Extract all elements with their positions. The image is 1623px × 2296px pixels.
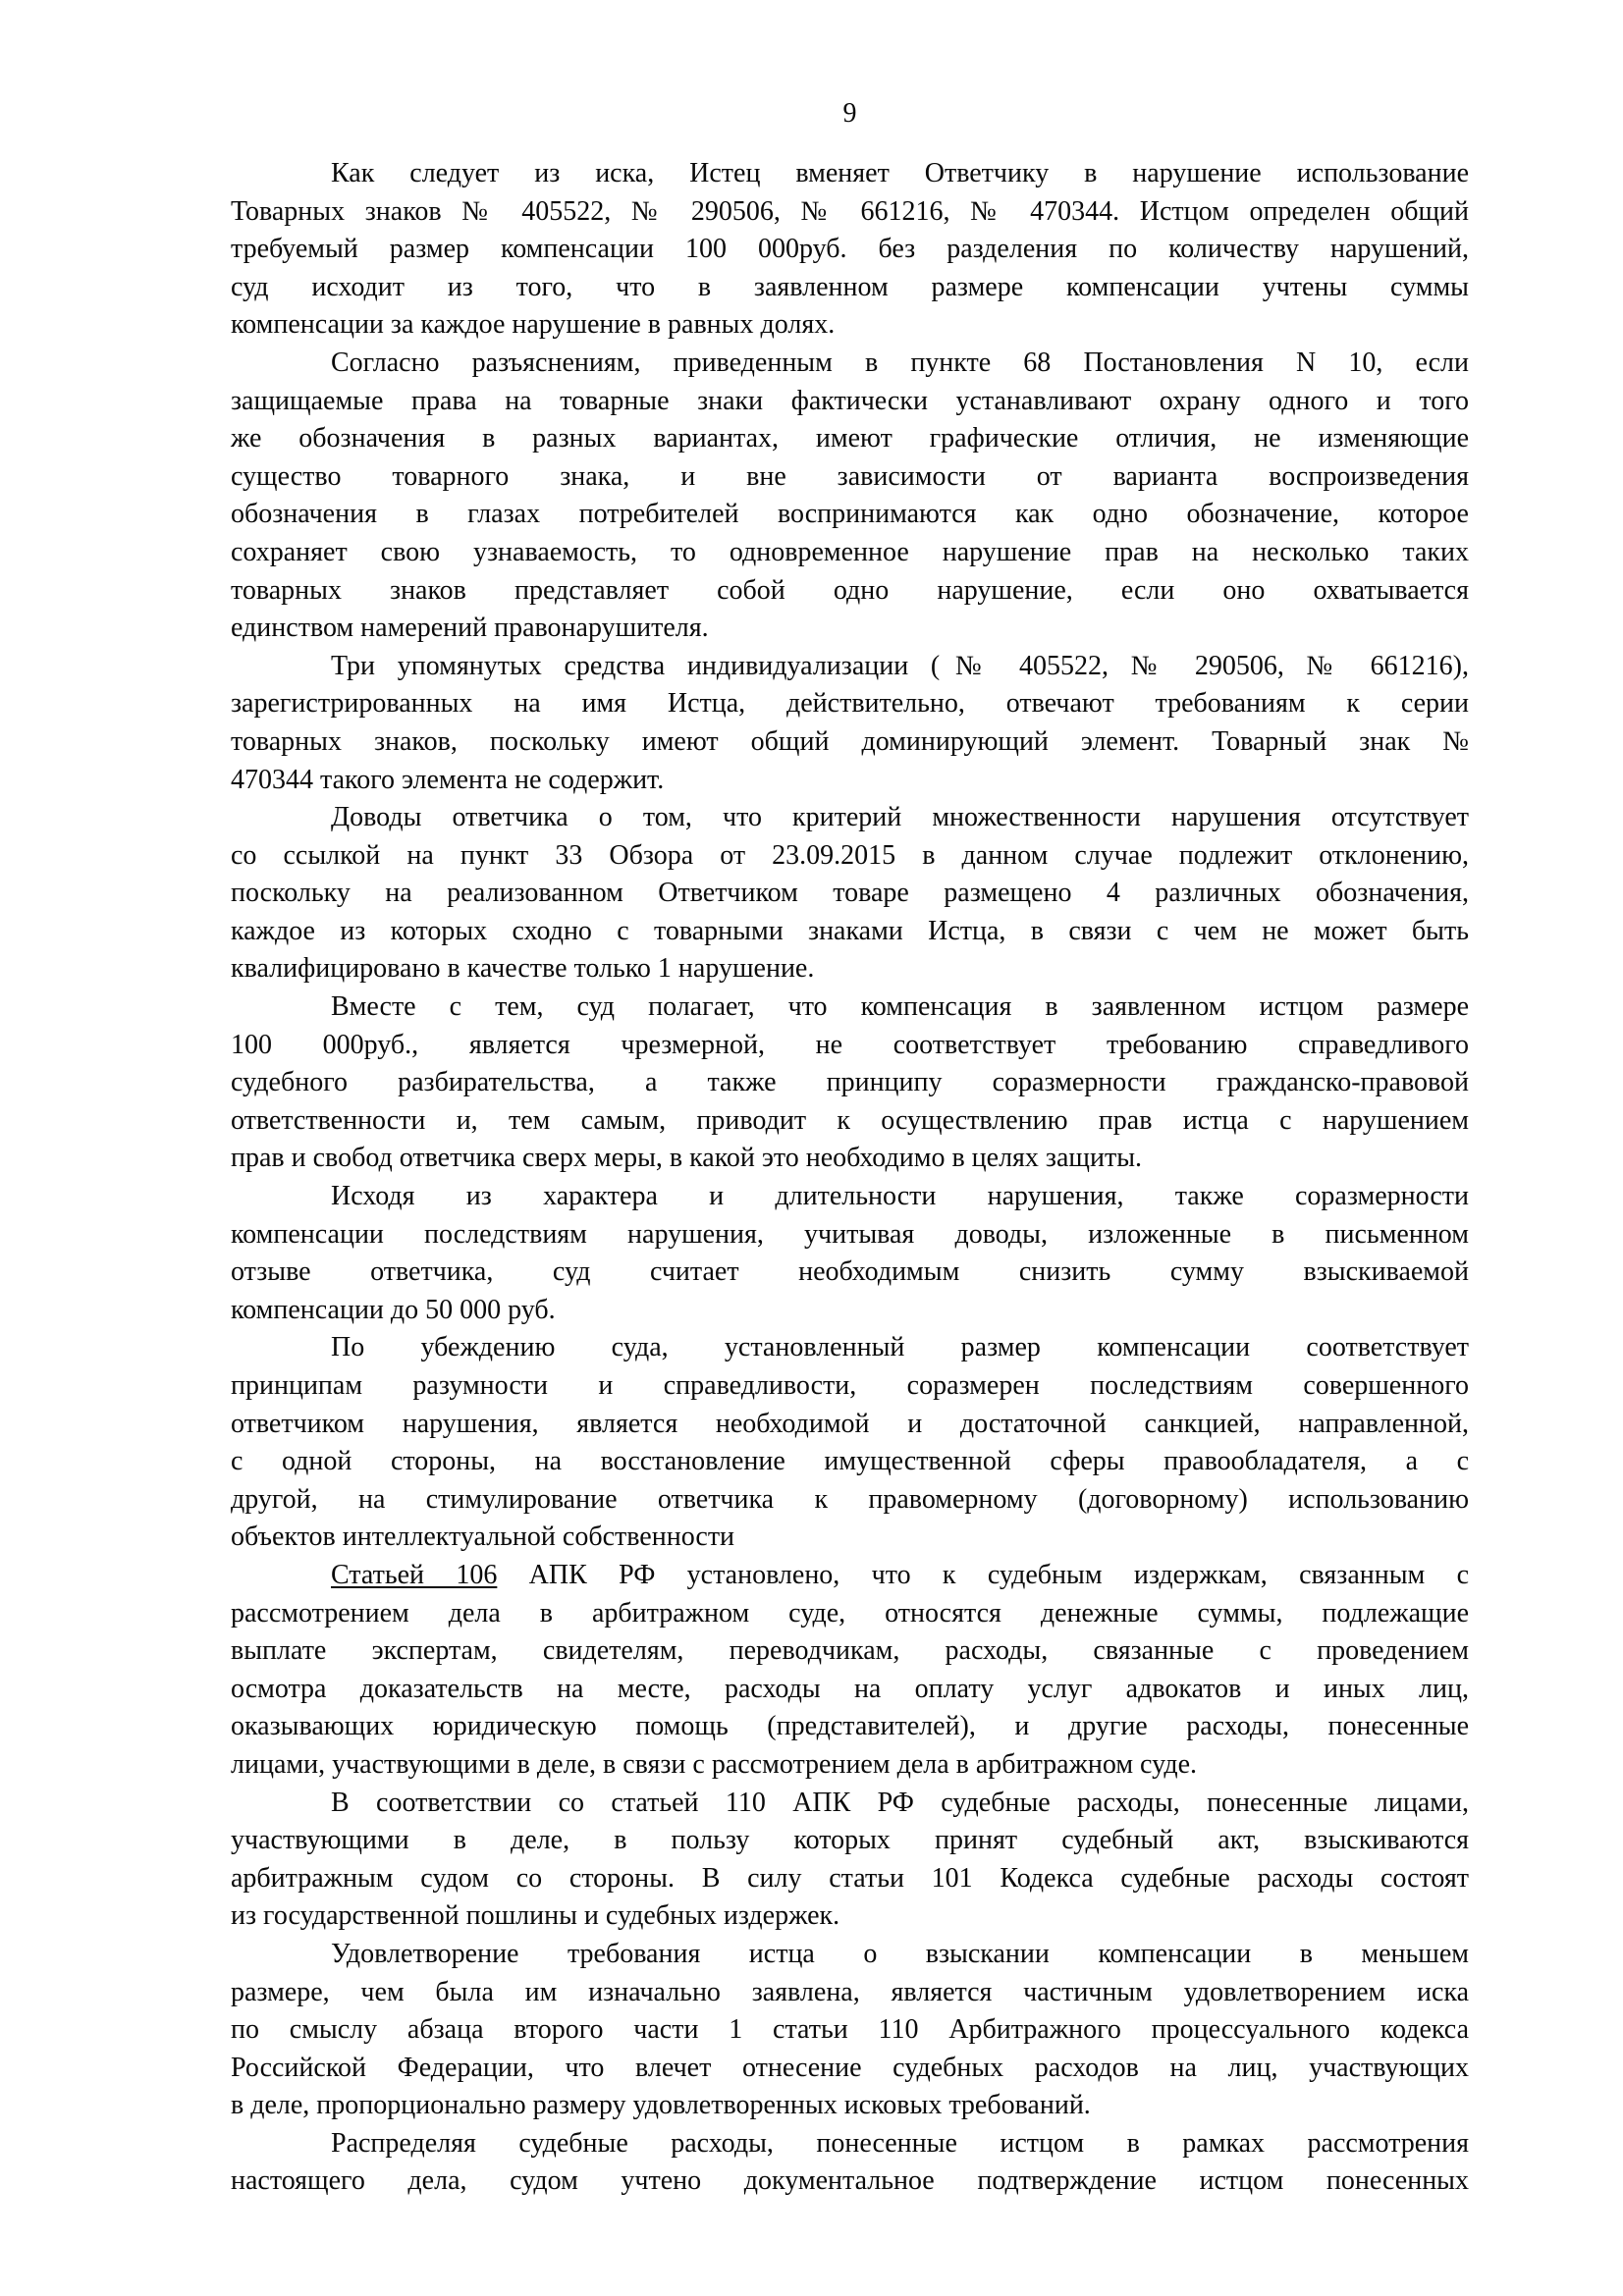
paragraph (231, 1557, 1469, 1785)
text-line: Статьей 106 АПК РФ установлено, что к судебным издержкам, связанным с (331, 1559, 1469, 1590)
text-line: ответчиком нарушения, является необходимой и достаточной санкцией, направленной, (231, 1408, 1469, 1439)
text-line: объектов интеллектуальной собственности (231, 1522, 735, 1553)
text-line: со ссылкой на пункт 33 Обзора от 23.09.2015 в данном случае подлежит отклонению, (231, 839, 1469, 871)
text-line: Доводы ответчика о том, что критерий множественности нарушения отсутствует (331, 802, 1469, 833)
text-line: 100 000руб., является чрезмерной, не соответствует требованию справедливого (231, 1029, 1469, 1060)
text-line: судебного разбирательства, а также принципу соразмерности гражданско-правовой (231, 1067, 1469, 1098)
text-line: По убеждению суда, установленный размер компенсации соответствует (331, 1332, 1469, 1363)
text-line: Товарных знаков № 405522, № 290506, № 661216, № 470344. Истцом определен общий (231, 195, 1469, 227)
text-line: участвующими в деле, в пользу которых принят судебный акт, взыскиваются (231, 1825, 1469, 1856)
paragraph (231, 2125, 1469, 2201)
text-line: Как следует из иска, Истец вменяет Ответчику в нарушение использование (331, 158, 1469, 188)
text-line: защищаемые права на товарные знаки фактически устанавливают охрану одного и того (231, 385, 1469, 416)
text-line: обозначения в глазах потребителей воспринимаются как одно обозначение, которое (231, 499, 1469, 530)
text-line: сохраняет свою узнаваемость, то одновременное нарушение прав на несколько таких (231, 536, 1469, 567)
text-line: компенсации последствиям нарушения, учитывая доводы, изложенные в письменном (231, 1218, 1469, 1250)
text-line: по смыслу абзаца второго части 1 статьи 110 Арбитражного процессуального кодекса (231, 2014, 1469, 2046)
paragraph (231, 648, 1469, 799)
text-line: с одной стороны, на восстановление имущественной сферы правообладателя, а с (231, 1446, 1469, 1477)
text-line: ответственности и, тем самым, приводит к осуществлению прав истца с нарушением (231, 1104, 1469, 1136)
text-line: квалифицировано в качестве только 1 нарушение. (231, 953, 815, 985)
text-line: арбитражным судом со стороны. В силу статьи 101 Кодекса судебные расходы состоят (231, 1862, 1469, 1894)
text-line: Согласно разъяснениям, приведенным в пункте 68 Постановления N 10, если (331, 347, 1469, 378)
text-line: требуемый размер компенсации 100 000руб. без разделения по количеству нарушений, (231, 234, 1469, 265)
text-line: Распределяя судебные расходы, понесенные истцом в рамках рассмотрения (331, 2127, 1469, 2159)
text-line: осмотра доказательств на месте, расходы на оплату услуг адвокатов и иных лиц, (231, 1673, 1469, 1704)
text-line: лицами, участвующими в деле, в связи с рассмотрением дела в арбитражном суде. (231, 1748, 1198, 1780)
paragraph (231, 155, 1469, 345)
text-line: Исходя из характера и длительности нарушения, также соразмерности (331, 1181, 1469, 1212)
text-line: прав и свобод ответчика сверх меры, в какой это необходимо в целях защиты. (231, 1143, 1143, 1174)
paragraph (231, 345, 1469, 648)
text-line: компенсации до 50 000 руб. (231, 1294, 556, 1325)
text-line: размере, чем была им изначально заявлена, является частичным удовлетворением иска (231, 1976, 1469, 2007)
text-line: другой, на стимулирование ответчика к правомерному (договорному) использованию (231, 1483, 1469, 1515)
paragraph (231, 1329, 1469, 1557)
text-line: компенсации за каждое нарушение в равных долях. (231, 309, 836, 341)
text-line: В соответствии со статьей 110 АПК РФ судебные расходы, понесенные лицами, (331, 1787, 1469, 1818)
text-line: отзыве ответчика, суд считает необходимым снизить сумму взыскиваемой (231, 1256, 1469, 1288)
text-line: каждое из которых сходно с товарными знаками Истца, в связи с чем не может быть (231, 915, 1469, 946)
paragraph (231, 988, 1469, 1178)
text-line: товарных знаков представляет собой одно нарушение, если оно охватывается (231, 574, 1469, 606)
page-number: 9 (842, 98, 857, 129)
paragraph (231, 1785, 1469, 1936)
text-line: Вместе с тем, суд полагает, что компенсация в заявленном истцом размере (331, 991, 1469, 1023)
text-line: Российской Федерации, что влечет отнесение судебных расходов на лиц, участвующих (231, 2052, 1469, 2083)
underlined-text: Статьей 106 (331, 1559, 498, 1590)
text-line: из государственной пошлины и судебных издержек. (231, 1900, 840, 1932)
paragraph (231, 1178, 1469, 1329)
text-line: единством намерений правонарушителя. (231, 613, 709, 644)
text-line: 470344 такого элемента не содержит. (231, 764, 665, 795)
text-line: в деле, пропорционально размеру удовлетворенных исковых требований. (231, 2090, 1091, 2121)
text-line: суд исходит из того, что в заявленном размере компенсации учтены суммы (231, 271, 1469, 302)
paragraph (231, 1936, 1469, 2125)
text-line: выплате экспертам, свидетелям, переводчикам, расходы, связанные с проведением (231, 1635, 1469, 1667)
text-line: существо товарного знака, и вне зависимости от варианта воспроизведения (231, 460, 1469, 492)
text-line: рассмотрением дела в арбитражном суде, относятся денежные суммы, подлежащие (231, 1597, 1469, 1629)
document-body (231, 155, 1469, 2201)
text-line: оказывающих юридическую помощь (представителей), и другие расходы, понесенные (231, 1711, 1469, 1742)
text-line: Три упомянутых средства индивидуализации (№ 405522, № 290506, № 661216), (331, 650, 1469, 681)
text-line: же обозначения в разных вариантах, имеют графические отличия, не изменяющие (231, 423, 1469, 454)
text-line: поскольку на реализованном Ответчиком товаре размещено 4 различных обозначения, (231, 878, 1469, 909)
text-line: принципам разумности и справедливости, соразмерен последствиям совершенного (231, 1370, 1469, 1401)
text-line: товарных знаков, поскольку имеют общий доминирующий элемент. Товарный знак № (231, 725, 1469, 757)
text-line: зарегистрированных на имя Истца, действительно, отвечают требованиям к серии (231, 688, 1469, 720)
text-line: настоящего дела, судом учтено документальное подтверждение истцом понесенных (231, 2165, 1469, 2197)
paragraph (231, 799, 1469, 988)
text-line: Удовлетворение требования истца о взыскании компенсации в меньшем (331, 1938, 1469, 1969)
